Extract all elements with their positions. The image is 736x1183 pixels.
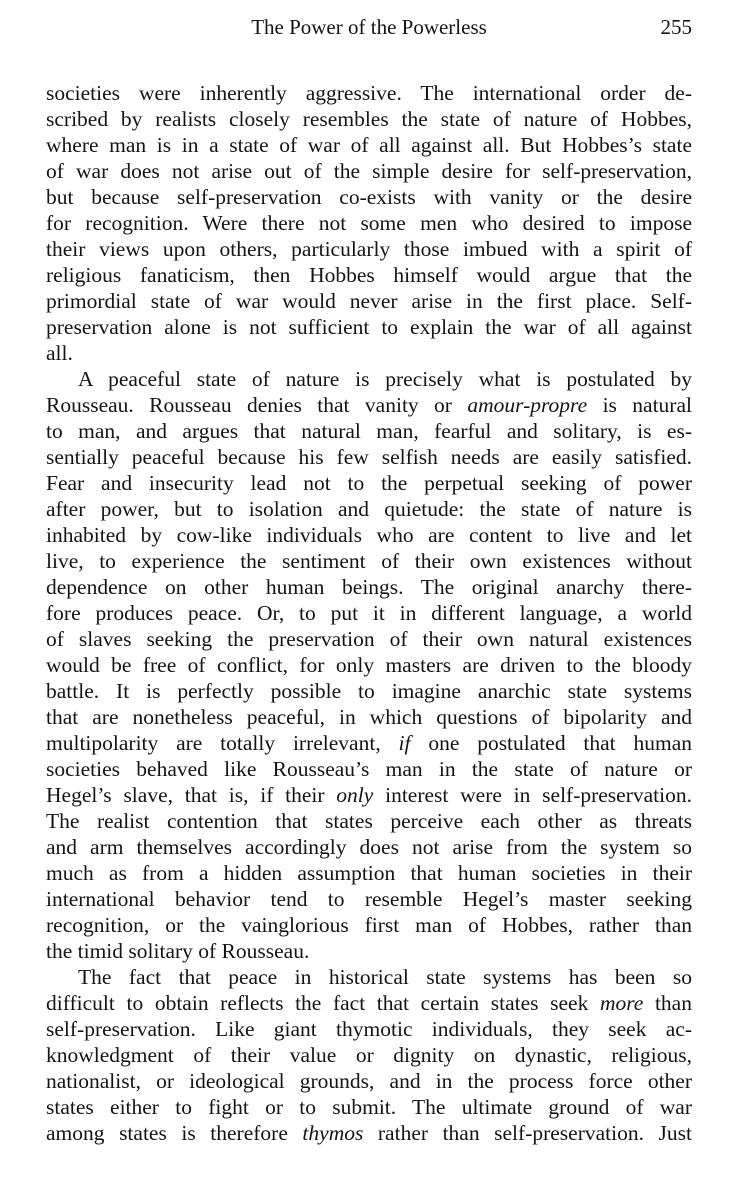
text-run: states either to fight or to submit. The ultimate ground of war [46, 1095, 692, 1119]
italic-text: more [599, 991, 644, 1015]
text-line [46, 236, 692, 262]
text-line [46, 1068, 692, 1094]
text-run: and arm themselves accordingly does not arise from the system so [46, 835, 692, 859]
text-run: battle. It is perfectly possible to imagine anarchic state systems [46, 679, 692, 703]
running-title: The Power of the Powerless [251, 15, 487, 39]
text-run: one postulated that human [410, 731, 692, 755]
page-number: 255 [660, 15, 692, 39]
italic-text: if [398, 731, 411, 755]
text-run: sentially peaceful because his few selfish needs are easily satisfied. [46, 445, 692, 469]
text-run: live, to experience the sentiment of their own existences without [46, 549, 692, 573]
text-line [46, 106, 692, 132]
paragraph [46, 366, 692, 964]
text-run: for recognition. Were there not some men who desired to impose [46, 211, 692, 235]
text-line [46, 574, 692, 600]
text-run: societies were inherently aggressive. The international order de- [46, 81, 692, 105]
italic-text: thymos [302, 1121, 364, 1145]
text-run: that are nonetheless peaceful, in which questions of bipolarity and [46, 705, 692, 729]
text-run: rather than self-preservation. Just [363, 1121, 692, 1145]
paragraph [46, 964, 692, 1146]
text-line [46, 756, 692, 782]
text-line [46, 600, 692, 626]
running-head [46, 12, 692, 42]
text-run: A peaceful state of nature is precisely what is postulated by [78, 367, 692, 391]
text-line [46, 548, 692, 574]
text-run: where man is in a state of war of all against all. But Hobbes’s state [46, 133, 692, 157]
text-run: would be free of conflict, for only masters are driven to the bloody [46, 653, 692, 677]
text-line [46, 808, 692, 834]
text-run: than [643, 991, 692, 1015]
text-run: difficult to obtain reflects the fact that certain states seek [46, 991, 600, 1015]
text-line [46, 158, 692, 184]
text-run: interest were in self-preservation. [373, 783, 692, 807]
text-line [46, 704, 692, 730]
text-line [46, 340, 692, 366]
text-line [46, 886, 692, 912]
text-run: is natural [587, 393, 692, 417]
text-run: their views upon others, particularly those imbued with a spirit of [46, 237, 692, 261]
text-line [46, 626, 692, 652]
text-run: recognition, or the vainglorious first man of Hobbes, rather than [46, 913, 692, 937]
text-line [46, 522, 692, 548]
paragraph [46, 80, 692, 366]
text-run: fore produces peace. Or, to put it in different language, a world [46, 601, 692, 625]
text-run: Rousseau. Rousseau denies that vanity or [46, 393, 468, 417]
text-run: societies behaved like Rousseau’s man in the state of nature or [46, 757, 692, 781]
text-run: dependence on other human beings. The original anarchy there- [46, 575, 692, 599]
text-run: religious fanaticism, then Hobbes himself would argue that the [46, 263, 692, 287]
text-line [46, 288, 692, 314]
text-run: primordial state of war would never arise in the first place. Self- [46, 289, 692, 313]
text-run: international behavior tend to resemble Hegel’s master seeking [46, 887, 692, 911]
text-run: much as from a hidden assumption that human societies in their [46, 861, 692, 885]
text-line [46, 1120, 692, 1146]
text-line [46, 80, 692, 106]
text-run: self-preservation. Like giant thymotic individuals, they seek ac- [46, 1017, 692, 1041]
text-line [46, 678, 692, 704]
body-text [46, 80, 692, 1146]
text-run: scribed by realists closely resembles the state of nature of Hobbes, [46, 107, 692, 131]
text-line [46, 730, 692, 756]
text-run: Fear and insecurity lead not to the perpetual seeking of power [46, 471, 692, 495]
text-run: The realist contention that states perceive each other as threats [46, 809, 692, 833]
text-run: Hegel’s slave, that is, if their [46, 783, 337, 807]
text-line [46, 990, 692, 1016]
italic-text: amour-propre [467, 393, 588, 417]
text-line [46, 262, 692, 288]
text-run: inhabited by cow-like individuals who are content to live and let [46, 523, 692, 547]
text-run: of war does not arise out of the simple desire for self-preservation, [46, 159, 692, 183]
text-run: of slaves seeking the preservation of their own natural existences [46, 627, 692, 651]
text-line [46, 938, 692, 964]
text-line [46, 860, 692, 886]
text-run: nationalist, or ideological grounds, and in the process force other [46, 1069, 692, 1093]
text-line [46, 496, 692, 522]
text-run: the timid solitary of Rousseau. [46, 939, 310, 963]
text-line [46, 132, 692, 158]
text-line [46, 470, 692, 496]
text-run: multipolarity are totally irrelevant, [46, 731, 399, 755]
text-line [46, 210, 692, 236]
text-run: knowledgment of their value or dignity on dynastic, religious, [46, 1043, 692, 1067]
text-line [46, 392, 692, 418]
text-line [46, 834, 692, 860]
text-line [46, 1094, 692, 1120]
text-line [46, 782, 692, 808]
italic-text: only [336, 783, 374, 807]
text-run: The fact that peace in historical state systems has been so [78, 965, 692, 989]
text-line [46, 912, 692, 938]
text-run: among states is therefore [46, 1121, 303, 1145]
text-line [46, 652, 692, 678]
text-line [46, 964, 692, 990]
text-run: preservation alone is not sufficient to explain the war of all against [46, 315, 692, 339]
text-run: all. [46, 341, 73, 365]
text-line [46, 314, 692, 340]
text-line [46, 184, 692, 210]
text-run: but because self-preservation co-exists with vanity or the desire [46, 185, 692, 209]
text-line [46, 444, 692, 470]
text-run: to man, and argues that natural man, fearful and solitary, is es- [46, 419, 692, 443]
text-line [46, 1016, 692, 1042]
text-run: after power, but to isolation and quietude: the state of nature is [46, 497, 692, 521]
text-line [46, 366, 692, 392]
text-line [46, 1042, 692, 1068]
text-line [46, 418, 692, 444]
